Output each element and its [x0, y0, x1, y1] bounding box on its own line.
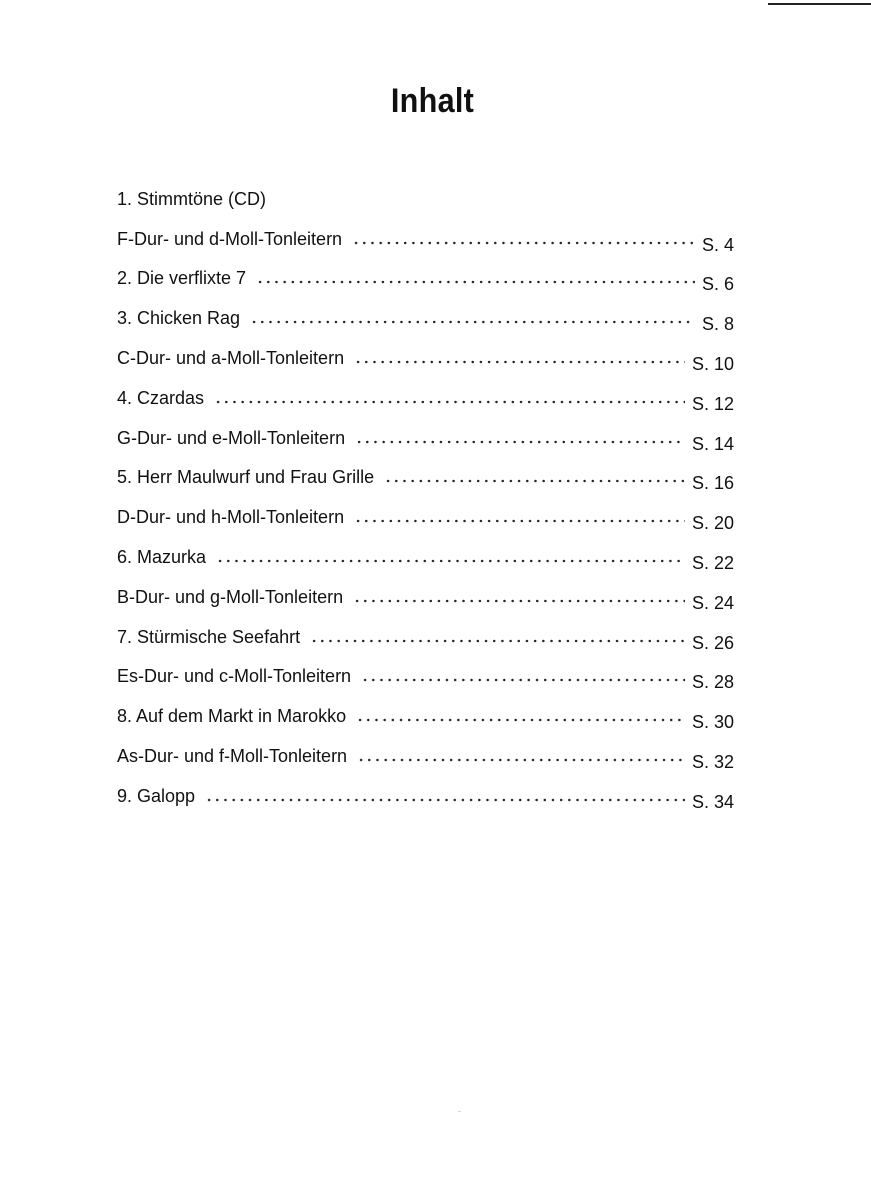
toc-entry [117, 411, 734, 454]
toc-entry-page: S. 20 [691, 513, 734, 534]
toc-entry [117, 172, 734, 212]
dot-leader [205, 798, 685, 802]
toc-entry-page: S. 26 [691, 632, 734, 653]
toc-entry [117, 769, 734, 812]
toc-entry [117, 331, 734, 374]
toc-entry-page: S. 4 [701, 234, 734, 255]
dot-leader [354, 360, 685, 364]
toc-entry [117, 451, 734, 494]
toc-entry [117, 371, 734, 414]
toc-entry-page: S. 12 [691, 393, 734, 414]
dot-leader [356, 718, 685, 722]
toc-entry-page: S. 6 [701, 274, 734, 295]
toc-entry-page: S. 34 [691, 791, 734, 812]
toc-entry-page: S. 14 [691, 433, 734, 454]
dot-leader [250, 320, 695, 324]
dot-leader [361, 678, 685, 682]
toc-entry [117, 291, 734, 335]
toc-entry-page: S. 30 [691, 712, 734, 733]
toc-entry-label: B-Dur- und g-Moll-Tonleitern [117, 586, 344, 607]
toc-entry-label: Es-Dur- und c-Moll-Tonleitern [117, 666, 352, 687]
toc-entry [117, 650, 734, 693]
toc-entry-label: 3. Chicken Rag [117, 308, 241, 329]
toc-entry-label: 5. Herr Maulwurf und Frau Grille [117, 467, 375, 488]
toc-entry [117, 490, 734, 534]
toc-entry-label: 7. Stürmische Seefahrt [117, 626, 301, 647]
scan-artifact [458, 1111, 461, 1112]
toc-entry-page: S. 28 [691, 672, 734, 693]
dot-leader [214, 400, 685, 404]
dot-leader [355, 440, 685, 444]
toc-entry [117, 610, 734, 653]
table-of-contents [117, 172, 734, 812]
toc-entry-label: As-Dur- und f-Moll-Tonleitern [117, 745, 348, 766]
toc-entry-page: S. 16 [691, 473, 734, 494]
dot-leader [384, 479, 685, 483]
toc-entry-label: F-Dur- und d-Moll-Tonleitern [117, 228, 343, 249]
toc-entry [117, 689, 734, 733]
toc-entry-label: 2. Die verflixte 7 [117, 268, 247, 289]
toc-entry-page: S. 22 [691, 552, 734, 573]
dot-leader [353, 599, 685, 603]
dot-leader [310, 639, 685, 643]
toc-entry [117, 570, 734, 613]
dot-leader [354, 519, 685, 523]
toc-entry-page: S. 8 [701, 314, 734, 335]
toc-entry-label: 8. Auf dem Markt in Marokko [117, 706, 347, 727]
dot-leader [352, 241, 695, 245]
dot-leader [216, 559, 685, 563]
toc-entry-label: C-Dur- und a-Moll-Tonleitern [117, 347, 345, 368]
corner-rule-line [768, 3, 871, 5]
toc-entry-page: S. 32 [691, 751, 734, 772]
toc-entry-page: S. 24 [691, 592, 734, 613]
toc-entry-label: 1. Stimmtöne (CD) [117, 188, 267, 209]
toc-entry-label: 6. Mazurka [117, 546, 207, 567]
toc-entry-label: 9. Galopp [117, 785, 196, 806]
dot-leader [256, 280, 695, 284]
toc-entry-page: S. 10 [691, 353, 734, 374]
dot-leader [357, 758, 685, 762]
toc-entry [117, 729, 734, 772]
toc-entry-label: G-Dur- und e-Moll-Tonleitern [117, 427, 346, 448]
toc-entry [117, 212, 734, 255]
toc-entry [117, 252, 734, 295]
toc-entry [117, 530, 734, 573]
toc-entry-label: 4. Czardas [117, 387, 205, 408]
toc-entry-label: D-Dur- und h-Moll-Tonleitern [117, 507, 345, 528]
page-title: Inhalt [390, 82, 475, 120]
